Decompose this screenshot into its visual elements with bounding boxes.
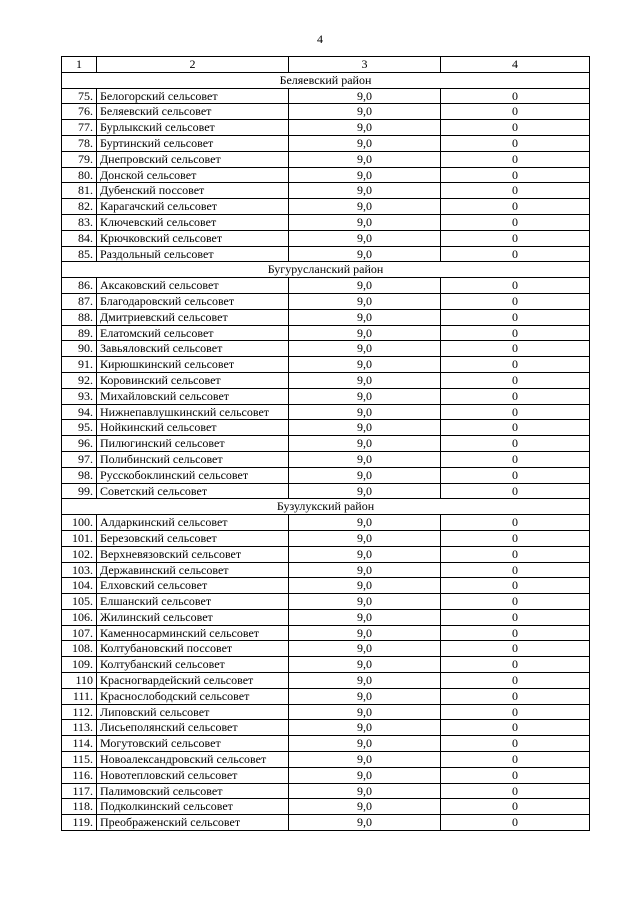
table-row (62, 230, 590, 246)
row-number: 105. (62, 594, 97, 610)
settlement-name: Подколкинский сельсовет (97, 799, 289, 815)
settlement-name: Дубенский поссовет (97, 183, 289, 199)
extra-cell: 0 (441, 451, 590, 467)
table-row (62, 704, 590, 720)
extra-cell: 0 (441, 594, 590, 610)
settlement-name: Нойкинский сельсовет (97, 420, 289, 436)
row-number: 81. (62, 183, 97, 199)
table-row (62, 625, 590, 641)
value-cell: 9,0 (289, 799, 441, 815)
table-row (62, 799, 590, 815)
table-row (62, 357, 590, 373)
extra-cell: 0 (441, 467, 590, 483)
extra-cell: 0 (441, 104, 590, 120)
value-cell: 9,0 (289, 657, 441, 673)
value-cell: 9,0 (289, 767, 441, 783)
extra-cell: 0 (441, 767, 590, 783)
value-cell: 9,0 (289, 341, 441, 357)
extra-cell: 0 (441, 309, 590, 325)
row-number: 106. (62, 609, 97, 625)
settlement-name: Новоалександровский сельсовет (97, 752, 289, 768)
settlement-name: Могутовский сельсовет (97, 736, 289, 752)
settlement-name: Аксаковский сельсовет (97, 278, 289, 294)
extra-cell: 0 (441, 420, 590, 436)
extra-cell: 0 (441, 293, 590, 309)
settlement-name: Ключевский сельсовет (97, 214, 289, 230)
extra-cell: 0 (441, 88, 590, 104)
row-number: 108. (62, 641, 97, 657)
extra-cell: 0 (441, 388, 590, 404)
table-row (62, 673, 590, 689)
extra-cell: 0 (441, 135, 590, 151)
table-row (62, 562, 590, 578)
settlement-name: Полибинский сельсовет (97, 451, 289, 467)
extra-cell: 0 (441, 515, 590, 531)
row-number: 118. (62, 799, 97, 815)
extra-cell: 0 (441, 120, 590, 136)
extra-cell: 0 (441, 688, 590, 704)
table-body (62, 57, 590, 831)
row-number: 115. (62, 752, 97, 768)
value-cell: 9,0 (289, 151, 441, 167)
value-cell: 9,0 (289, 372, 441, 388)
value-cell: 9,0 (289, 388, 441, 404)
value-cell: 9,0 (289, 530, 441, 546)
value-cell: 9,0 (289, 309, 441, 325)
row-number: 104. (62, 578, 97, 594)
settlement-name: Крючковский сельсовет (97, 230, 289, 246)
table-row (62, 135, 590, 151)
row-number: 117. (62, 783, 97, 799)
table-header-row (62, 57, 590, 73)
extra-cell: 0 (441, 341, 590, 357)
column-header: 2 (97, 57, 289, 73)
row-number: 89. (62, 325, 97, 341)
table-row (62, 815, 590, 831)
row-number: 112. (62, 704, 97, 720)
settlement-name: Лисьеполянский сельсовет (97, 720, 289, 736)
value-cell: 9,0 (289, 357, 441, 373)
settlement-name: Благодаровский сельсовет (97, 293, 289, 309)
extra-cell: 0 (441, 278, 590, 294)
value-cell: 9,0 (289, 625, 441, 641)
value-cell: 9,0 (289, 752, 441, 768)
table-row (62, 688, 590, 704)
table-row (62, 530, 590, 546)
value-cell: 9,0 (289, 436, 441, 452)
table-row (62, 609, 590, 625)
table-row (62, 451, 590, 467)
allocation-table (61, 56, 590, 831)
extra-cell: 0 (441, 752, 590, 768)
settlement-name: Красногвардейский сельсовет (97, 673, 289, 689)
row-number: 96. (62, 436, 97, 452)
row-number: 82. (62, 199, 97, 215)
row-number: 102. (62, 546, 97, 562)
table-row (62, 214, 590, 230)
table-row (62, 278, 590, 294)
table-row (62, 515, 590, 531)
district-title: Бугурусланский район (62, 262, 590, 278)
row-number: 114. (62, 736, 97, 752)
extra-cell: 0 (441, 199, 590, 215)
row-number: 93. (62, 388, 97, 404)
value-cell: 9,0 (289, 246, 441, 262)
extra-cell: 0 (441, 357, 590, 373)
row-number: 76. (62, 104, 97, 120)
settlement-name: Преображенский сельсовет (97, 815, 289, 831)
value-cell: 9,0 (289, 451, 441, 467)
value-cell: 9,0 (289, 815, 441, 831)
row-number: 109. (62, 657, 97, 673)
table-row (62, 309, 590, 325)
row-number: 79. (62, 151, 97, 167)
value-cell: 9,0 (289, 578, 441, 594)
value-cell: 9,0 (289, 673, 441, 689)
table-row (62, 641, 590, 657)
row-number: 119. (62, 815, 97, 831)
extra-cell: 0 (441, 578, 590, 594)
row-number: 99. (62, 483, 97, 499)
column-header: 3 (289, 57, 441, 73)
row-number: 78. (62, 135, 97, 151)
value-cell: 9,0 (289, 199, 441, 215)
table-row (62, 167, 590, 183)
settlement-name: Елшанский сельсовет (97, 594, 289, 610)
row-number: 94. (62, 404, 97, 420)
value-cell: 9,0 (289, 467, 441, 483)
extra-cell: 0 (441, 799, 590, 815)
table-row (62, 783, 590, 799)
extra-cell: 0 (441, 404, 590, 420)
value-cell: 9,0 (289, 325, 441, 341)
extra-cell: 0 (441, 641, 590, 657)
table-row (62, 546, 590, 562)
value-cell: 9,0 (289, 230, 441, 246)
table-row (62, 420, 590, 436)
value-cell: 9,0 (289, 704, 441, 720)
value-cell: 9,0 (289, 609, 441, 625)
settlement-name: Коровинский сельсовет (97, 372, 289, 388)
settlement-name: Пилюгинский сельсовет (97, 436, 289, 452)
table-row (62, 594, 590, 610)
settlement-name: Михайловский сельсовет (97, 388, 289, 404)
settlement-name: Липовский сельсовет (97, 704, 289, 720)
table-row (62, 483, 590, 499)
row-number: 113. (62, 720, 97, 736)
row-number: 101. (62, 530, 97, 546)
extra-cell: 0 (441, 815, 590, 831)
settlement-name: Колтубанский сельсовет (97, 657, 289, 673)
settlement-name: Белогорский сельсовет (97, 88, 289, 104)
settlement-name: Алдаркинский сельсовет (97, 515, 289, 531)
table-row (62, 752, 590, 768)
row-number: 77. (62, 120, 97, 136)
extra-cell: 0 (441, 214, 590, 230)
settlement-name: Раздольный сельсовет (97, 246, 289, 262)
table-row (62, 578, 590, 594)
settlement-name: Колтубановский поссовет (97, 641, 289, 657)
page-number: 4 (317, 32, 323, 46)
column-header: 1 (62, 57, 97, 73)
settlement-name: Донской сельсовет (97, 167, 289, 183)
table-row (62, 151, 590, 167)
value-cell: 9,0 (289, 420, 441, 436)
row-number: 84. (62, 230, 97, 246)
settlement-name: Елатомский сельсовет (97, 325, 289, 341)
settlement-name: Русскобоклинский сельсовет (97, 467, 289, 483)
district-header-row (62, 72, 590, 88)
extra-cell: 0 (441, 372, 590, 388)
value-cell: 9,0 (289, 783, 441, 799)
table-row (62, 720, 590, 736)
table-row (62, 657, 590, 673)
settlement-name: Елховский сельсовет (97, 578, 289, 594)
row-number: 86. (62, 278, 97, 294)
value-cell: 9,0 (289, 483, 441, 499)
row-number: 95. (62, 420, 97, 436)
extra-cell: 0 (441, 720, 590, 736)
settlement-name: Карагачский сельсовет (97, 199, 289, 215)
value-cell: 9,0 (289, 720, 441, 736)
value-cell: 9,0 (289, 688, 441, 704)
value-cell: 9,0 (289, 562, 441, 578)
value-cell: 9,0 (289, 736, 441, 752)
value-cell: 9,0 (289, 594, 441, 610)
row-number: 85. (62, 246, 97, 262)
table-row (62, 341, 590, 357)
extra-cell: 0 (441, 183, 590, 199)
extra-cell: 0 (441, 246, 590, 262)
extra-cell: 0 (441, 609, 590, 625)
settlement-name: Палимовский сельсовет (97, 783, 289, 799)
value-cell: 9,0 (289, 214, 441, 230)
row-number: 98. (62, 467, 97, 483)
table-row (62, 183, 590, 199)
settlement-name: Каменносарминский сельсовет (97, 625, 289, 641)
extra-cell: 0 (441, 546, 590, 562)
table-row (62, 325, 590, 341)
extra-cell: 0 (441, 625, 590, 641)
extra-cell: 0 (441, 167, 590, 183)
value-cell: 9,0 (289, 293, 441, 309)
table-row (62, 88, 590, 104)
settlement-name: Буртинский сельсовет (97, 135, 289, 151)
district-header-row (62, 499, 590, 515)
extra-cell: 0 (441, 483, 590, 499)
row-number: 90. (62, 341, 97, 357)
table-row (62, 767, 590, 783)
table-row (62, 372, 590, 388)
row-number: 87. (62, 293, 97, 309)
settlement-name: Дмитриевский сельсовет (97, 309, 289, 325)
extra-cell: 0 (441, 436, 590, 452)
extra-cell: 0 (441, 704, 590, 720)
value-cell: 9,0 (289, 183, 441, 199)
column-header: 4 (441, 57, 590, 73)
row-number: 91. (62, 357, 97, 373)
settlement-name: Новотепловский сельсовет (97, 767, 289, 783)
value-cell: 9,0 (289, 120, 441, 136)
settlement-name: Нижнепавлушкинский сельсовет (97, 404, 289, 420)
table-row (62, 436, 590, 452)
value-cell: 9,0 (289, 515, 441, 531)
settlement-name: Жилинский сельсовет (97, 609, 289, 625)
extra-cell: 0 (441, 325, 590, 341)
value-cell: 9,0 (289, 88, 441, 104)
row-number: 111. (62, 688, 97, 704)
row-number: 116. (62, 767, 97, 783)
value-cell: 9,0 (289, 278, 441, 294)
settlement-name: Верхневязовский сельсовет (97, 546, 289, 562)
extra-cell: 0 (441, 230, 590, 246)
extra-cell: 0 (441, 783, 590, 799)
settlement-name: Советский сельсовет (97, 483, 289, 499)
extra-cell: 0 (441, 657, 590, 673)
extra-cell: 0 (441, 562, 590, 578)
value-cell: 9,0 (289, 135, 441, 151)
row-number: 107. (62, 625, 97, 641)
table-row (62, 293, 590, 309)
value-cell: 9,0 (289, 104, 441, 120)
table-row (62, 736, 590, 752)
extra-cell: 0 (441, 151, 590, 167)
row-number: 83. (62, 214, 97, 230)
table-row (62, 467, 590, 483)
table-row (62, 246, 590, 262)
extra-cell: 0 (441, 736, 590, 752)
settlement-name: Кирюшкинский сельсовет (97, 357, 289, 373)
row-number: 80. (62, 167, 97, 183)
settlement-name: Державинский сельсовет (97, 562, 289, 578)
settlement-name: Беляевский сельсовет (97, 104, 289, 120)
district-title: Беляевский район (62, 72, 590, 88)
district-title: Бузулукский район (62, 499, 590, 515)
table-row (62, 120, 590, 136)
table-row (62, 199, 590, 215)
row-number: 75. (62, 88, 97, 104)
district-header-row (62, 262, 590, 278)
table-row (62, 404, 590, 420)
row-number: 97. (62, 451, 97, 467)
table-row (62, 388, 590, 404)
value-cell: 9,0 (289, 167, 441, 183)
row-number: 110 (62, 673, 97, 689)
value-cell: 9,0 (289, 546, 441, 562)
settlement-name: Краснослободский сельсовет (97, 688, 289, 704)
value-cell: 9,0 (289, 404, 441, 420)
row-number: 103. (62, 562, 97, 578)
value-cell: 9,0 (289, 641, 441, 657)
row-number: 92. (62, 372, 97, 388)
extra-cell: 0 (441, 530, 590, 546)
settlement-name: Завьяловский сельсовет (97, 341, 289, 357)
extra-cell: 0 (441, 673, 590, 689)
settlement-name: Бурлыкский сельсовет (97, 120, 289, 136)
settlement-name: Березовский сельсовет (97, 530, 289, 546)
table-row (62, 104, 590, 120)
row-number: 100. (62, 515, 97, 531)
row-number: 88. (62, 309, 97, 325)
settlement-name: Днепровский сельсовет (97, 151, 289, 167)
